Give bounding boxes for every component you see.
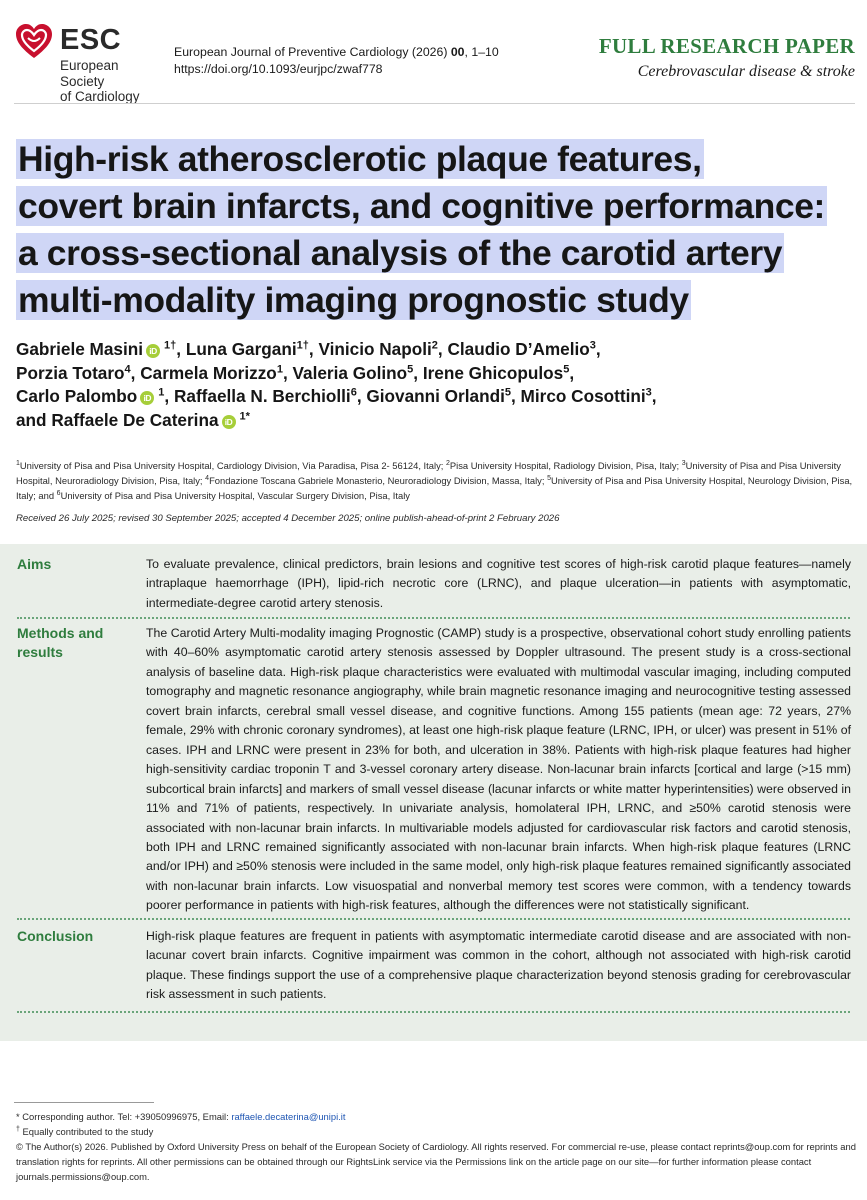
affiliation-mark: 3 — [681, 459, 686, 467]
affiliation-text: University of Pisa and Pisa University Hospital, Vascular Surgery Division, Pisa, Italy — [60, 490, 410, 501]
affiliation-mark: 6 — [56, 489, 61, 497]
paper-type: FULL RESEARCH PAPER — [598, 34, 855, 58]
author[interactable] — [16, 339, 176, 359]
equal-contribution-text: Equally contributed to the study — [19, 1126, 154, 1137]
orcid-icon[interactable]: iD — [222, 415, 236, 429]
author-name: Gabriele Masini — [16, 339, 144, 359]
section-divider — [17, 617, 850, 619]
author[interactable] — [293, 363, 414, 383]
esc-logo[interactable] — [14, 22, 164, 104]
journal-pages: , 1–10 — [464, 45, 499, 59]
section-divider — [17, 1011, 850, 1013]
author-list: Gabriele Masini iD $^{1\dagger}$, Luna Gargani$^{1\dagger}$, Vinicio Napoli$^2$, Claudio D’Amelio$^3$, Porzia Totaro$^4$, Carmela Morizzo$^1$, Valeria Golino$^5$, Irene Ghicopulos$^5$, Carlo Palombo iD $^1$, Raffaella N. Berchiolli$^6$, Giovanni Orlandi$^5$, Mirco Cosottini$^3$, and Raffaele De Caterina iD $^{1*}$ — [16, 339, 657, 430]
logo-wordmark: ESC — [60, 24, 122, 56]
author[interactable] — [521, 386, 652, 406]
author-name: Mirco Cosottini — [520, 386, 646, 406]
journal-volume: 00 — [450, 45, 465, 59]
author-affiliation-mark: 5 — [563, 362, 570, 375]
author-name: Irene Ghicopulos — [422, 362, 564, 383]
title-line: covert brain infarcts, and cognitive performance: — [18, 186, 825, 226]
logo-line-1: European Society — [60, 58, 119, 89]
corresponding-label: * Corresponding author. Tel: +39050996975, Email: — [16, 1111, 232, 1122]
author-affiliation-mark: 5 — [504, 386, 511, 399]
author[interactable] — [423, 363, 570, 383]
author[interactable] — [186, 339, 309, 359]
orcid-icon[interactable]: iD — [146, 344, 160, 358]
copyright-notice: © The Author(s) 2026. Published by Oxford University Press on behalf of the European Society of Cardiology. All rights reserved. For commercial re-use, please contact reprints@oup.com for reprints and translation rights for reprints. All other permissions can be obtained through our RightsLink service via the Permissions link on the article page on our site—for further information please contact journals.permissions@oup.com. — [16, 1141, 856, 1182]
header-divider — [14, 103, 855, 104]
author-name: Vinicio Napoli — [318, 339, 432, 359]
paper-section: Cerebrovascular disease & stroke — [637, 63, 855, 80]
conclusion-text: High-risk plaque features are frequent in patients with asymptomatic intermediate carotid disease and are associated with non-lacunar covert brain infarcts. Cognitive impairment was common in the cohort, although not associated with high-risk carotid plaque. These findings support the use of a comprehensive plaque characterization beyond stenosis grading for cerebrovascular risk assessment in such patients. — [146, 929, 851, 1002]
author-name: Claudio D’Amelio — [447, 339, 590, 359]
footnotes — [16, 1109, 858, 1184]
affiliation-text: University of Pisa and Pisa University Hospital, Neuroradiology Division, Pisa, Italy; — [16, 460, 841, 486]
footnote-divider — [14, 1102, 154, 1103]
heart-logo-icon — [14, 22, 54, 62]
author-affiliation-mark: 1 — [158, 386, 165, 399]
affiliation-mark: 5 — [547, 474, 551, 482]
title-line: High-risk atherosclerotic plaque features, — [18, 139, 702, 179]
author-affiliation-mark: 4 — [124, 362, 131, 375]
dagger-mark: † — [16, 1125, 20, 1133]
author[interactable] — [140, 363, 283, 383]
author[interactable] — [366, 386, 511, 406]
title-line: a cross-sectional analysis of the carotid artery — [18, 233, 783, 273]
author-affiliation-mark: 1† — [164, 339, 177, 352]
author-affiliation-mark: 6 — [350, 386, 357, 399]
affiliation-text: Fondazione Toscana Gabriele Monasterio, Neuroradiology Division, Massa, Italy; — [209, 475, 548, 486]
author[interactable] — [318, 339, 437, 359]
methods-text: The Carotid Artery Multi-modality imaging Prognostic (CAMP) study is a prospective, observational cohort study enrolling patients with 40–60% asymptomatic carotid artery stenosis assessed by Doppler ultrasound. The present study is a cross-sectional analysis of baseline data. High-risk plaque characteristics were evaluated with multimodal vascular imaging, including computed tomography and magnetic resonance angiography, while brain magnetic resonance imaging and neurocognitive testing assessed covert brain infarcts, cerebral small vessel disease, and cognitive functions. Among 155 patients (mean age: 72 years, 27% female, 29% with chronic coronary syndromes), at least one high-risk plaque feature (LRNC, IPH, or ulcer) was present in 51% of cases. IPH and LRNC were present in 23% for both, and ulceration in 38%. Patients with high-risk plaque features had higher high-sensitivity cardiac troponin T and 3-vessel coronary artery disease. Non-lacunar brain infarcts [cortical and large (>15 mm) subcortical brain infarcts] and markers of small vessel disease (lacunar infarcts or white matter hyperintensities) were observed in 11% and 71% of patients, respectively. In univariate analysis, homolateral IPH, LRNC, and ≥50% carotid stenosis were associated with non-lacunar brain infarcts. In multivariable models adjusted for cardiovascular risk factors and carotid stenosis, both IPH and LRNC remained significantly associated with non-lacunar brain infarcts. When high-risk plaque features (LRNC and/or IPH) and ≥50% stenosis were included in the same model, only high-risk plaque features remained significantly associated with non-lacunar brain infarcts. Low visuospatial and nonverbal memory test scores were common, with a tendency towards poorer performance in patients with high-risk features, although the differences were not statistically significant. — [146, 626, 851, 913]
author-affiliation-mark: 3 — [589, 339, 596, 352]
affiliation-text: University of Pisa and Pisa University Hospital, Cardiology Division, Via Paradisa, Pisa 2- 56124, Italy; — [19, 460, 446, 471]
aims-text: To evaluate prevalence, clinical predictors, brain lesions and cognitive test scores of high-risk carotid plaque features—namely intraplaque haemorrhage (IPH), lipid-rich necrotic core (LRNC), and plaque ulceration—in patients with asymptomatic, intermediate-degree carotid artery stenosis. — [146, 557, 851, 610]
journal-name: European Journal of Preventive Cardiology (2026) — [174, 45, 451, 59]
section-divider — [17, 918, 850, 920]
conclusion-label: Conclusion — [17, 928, 94, 944]
author-affiliation-mark: 2 — [431, 339, 438, 352]
affiliation-text: University of Pisa and Pisa University Hospital, Neurology Division, Pisa, Italy; and — [16, 475, 853, 501]
article-title — [16, 136, 856, 324]
author-name: Carlo Palombo — [16, 386, 138, 406]
affiliation-mark: 4 — [205, 474, 210, 482]
affiliation-mark: 2 — [445, 459, 450, 467]
author-name: Raffaella N. Berchiolli — [173, 386, 351, 406]
author-name: Porzia Totaro — [16, 362, 125, 383]
article-type-block — [599, 34, 855, 81]
methods-label: Methods and results — [17, 625, 104, 660]
author-affiliation-mark: 5 — [407, 362, 414, 375]
author[interactable] — [447, 339, 595, 359]
corresponding-author — [16, 1109, 858, 1124]
logo-line-2: of Cardiology — [60, 89, 140, 104]
author-name: Giovanni Orlandi — [366, 386, 505, 406]
author-name: Carmela Morizzo — [140, 362, 277, 383]
structured-abstract — [0, 544, 867, 1041]
author-affiliation-mark: 1 — [276, 362, 283, 375]
orcid-icon[interactable]: iD — [140, 391, 154, 405]
author-affiliation-mark: 1† — [296, 339, 309, 352]
author-name: Luna Gargani — [185, 339, 297, 359]
author-affiliation-mark: 1* — [239, 409, 250, 422]
affiliation-text: Pisa University Hospital, Radiology Division, Pisa, Italy; — [449, 460, 682, 471]
affiliations — [16, 458, 854, 503]
doi-link[interactable]: https://doi.org/10.1093/eurjpc/zwaf778 — [174, 62, 383, 76]
aims-label: Aims — [17, 556, 52, 572]
publication-dates: Received 26 July 2025; revised 30 September 2025; accepted 4 December 2025; online publish-ahead-of-print 2 February 2026 — [16, 513, 560, 524]
email-link[interactable]: raffaele.decaterina@unipi.it — [231, 1111, 346, 1122]
author[interactable] — [174, 386, 357, 406]
title-line: multi-modality imaging prognostic study — [18, 280, 689, 320]
author[interactable] — [16, 386, 164, 406]
logo-society-name — [60, 58, 164, 105]
author-name: Valeria Golino — [292, 362, 408, 383]
affiliation-mark: 1 — [16, 459, 20, 467]
author[interactable] — [51, 410, 250, 430]
journal-citation — [174, 44, 499, 78]
author-affiliation-mark: 3 — [645, 386, 652, 399]
equal-contribution-note — [16, 1124, 858, 1139]
author[interactable] — [16, 363, 131, 383]
author-name: Raffaele De Caterina — [51, 409, 219, 430]
